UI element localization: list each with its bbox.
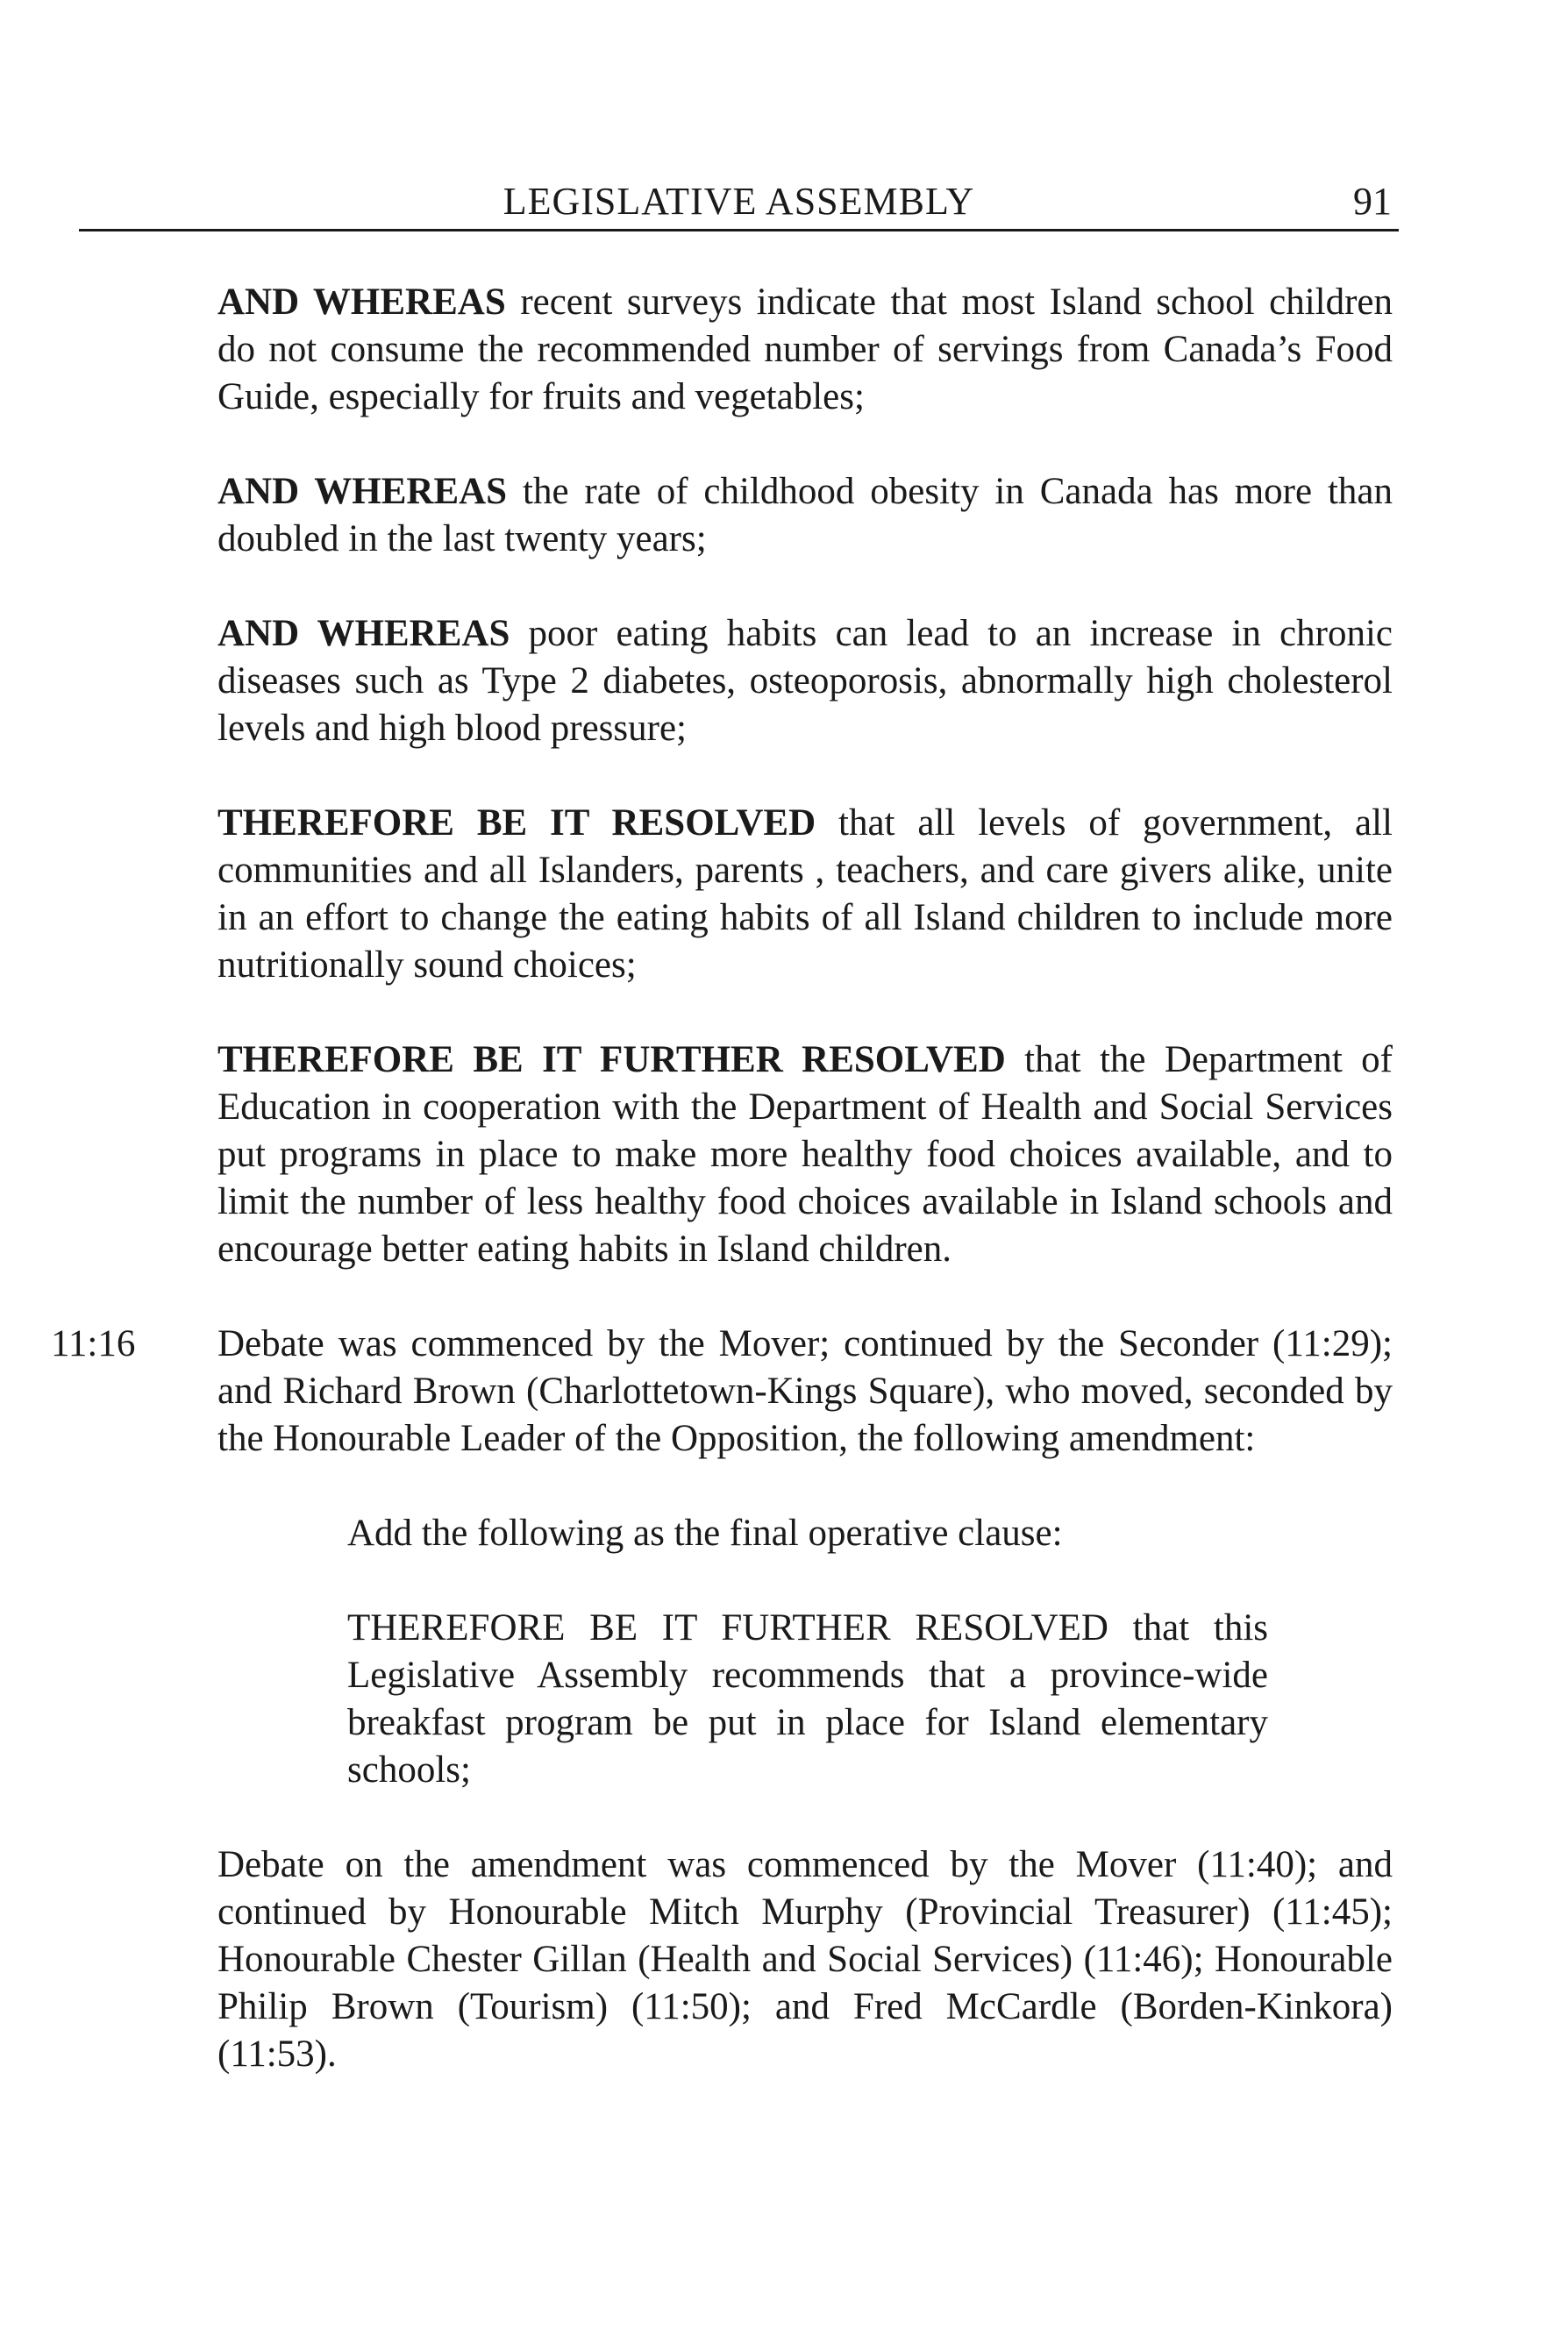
- paragraph-lead: AND WHEREAS: [217, 281, 506, 323]
- page-number: 91: [1353, 180, 1392, 223]
- page-header: [79, 180, 1399, 231]
- paragraph-lead: THEREFORE BE IT RESOLVED: [217, 802, 816, 844]
- paragraph-text: that all levels of government, all communities and all Islanders, parents , teachers, and care givers alike, unite in an effort to change the eating habits of all Island children to include more nutritionally sound choices;: [217, 802, 1393, 986]
- amendment-block: [347, 1510, 1268, 1794]
- paragraph-text: recent surveys indicate that most Island school children do not consume the recommended number of servings from Canada’s Food Guide, especially for fruits and vegetables;: [217, 281, 1393, 417]
- page-title: LEGISLATIVE ASSEMBLY: [502, 180, 975, 223]
- entry-time: 11:16: [51, 1323, 136, 1364]
- resolved-paragraph: [217, 800, 1393, 989]
- paragraph-lead: AND WHEREAS: [217, 613, 510, 654]
- paragraph-text: that the Department of Education in cooperation with the Department of Health and Social Services put programs in place to make more healthy food choices available, and to limit the number of less healthy food choices available in Island schools and encourage better eating habits in Island children.: [217, 1039, 1393, 1270]
- paragraph-lead: THEREFORE BE IT FURTHER RESOLVED: [217, 1039, 1006, 1080]
- further-resolved-paragraph: [217, 1036, 1393, 1273]
- paragraph-lead: AND WHEREAS: [217, 471, 508, 512]
- paragraph-text: the rate of childhood obesity in Canada has more than doubled in the last twenty years;: [217, 471, 1393, 559]
- amendment-debate-paragraph: Debate on the amendment was commenced by the Mover (11:40); and continued by Honourable Mitch Murphy (Provincial Treasurer) (11:45); Honourable Chester Gillan (Health and Social Services) (11:46); Honourable Philip Brown (Tourism) (11:50); and Fred McCardle (Borden-Kinkora) (11:53).: [217, 1844, 1393, 2075]
- whereas-paragraph-1: [217, 279, 1393, 421]
- whereas-paragraph-3: [217, 610, 1393, 752]
- amendment-intro: Add the following as the final operative clause:: [347, 1513, 1063, 1554]
- amendment-clause: THEREFORE BE IT FURTHER RESOLVED that this Legislative Assembly recommends that a province-wide breakfast program be put in place for Island elementary schools;: [347, 1607, 1268, 1791]
- document-body: [51, 279, 1393, 2126]
- whereas-paragraph-2: [217, 468, 1393, 563]
- paragraph-text: poor eating habits can lead to an increase in chronic diseases such as Type 2 diabetes, osteoporosis, abnormally high cholesterol levels and high blood pressure;: [217, 613, 1393, 749]
- debate-entry: [51, 1321, 1393, 1463]
- entry-text: Debate was commenced by the Mover; continued by the Seconder (11:29); and Richard Brown (Charlottetown-Kings Square), who moved, seconded by the Honourable Leader of the Opposition, the following amendment:: [217, 1323, 1393, 1459]
